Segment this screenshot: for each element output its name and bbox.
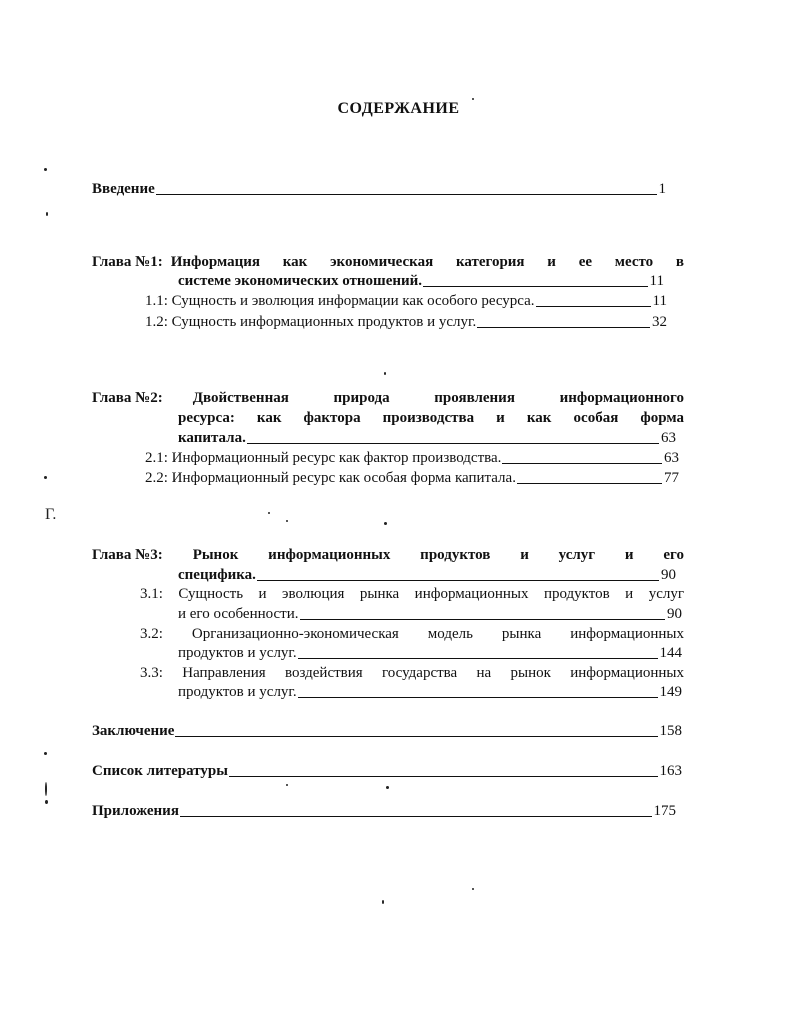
toc-label: 1.1: Сущность и эволюция информации как особого ресурса.	[145, 293, 535, 309]
toc-page-number: 90	[667, 606, 682, 622]
chapter-prefix: Глава №1:	[92, 254, 163, 270]
toc-entry-appendix	[92, 802, 676, 820]
leader-line	[517, 483, 662, 484]
toc-entry-3-2	[178, 644, 682, 662]
scan-speck	[44, 168, 47, 171]
scan-speck	[46, 212, 48, 216]
toc-entry-2-2	[145, 469, 679, 487]
toc-label: Список литературы	[92, 763, 228, 779]
toc-entry-intro	[92, 180, 666, 198]
chapter-title-line: Двойственная природа проявления информационного	[192, 390, 684, 406]
toc-page-number: 63	[664, 450, 679, 466]
chapter-prefix: Глава №2:	[92, 390, 163, 406]
scan-speck	[268, 512, 270, 514]
toc-entry-2-1	[145, 449, 679, 467]
leader-line	[180, 816, 652, 817]
toc-label: и его особенности.	[178, 606, 299, 622]
toc-label: продуктов и услуг.	[178, 684, 297, 700]
scan-speck	[45, 800, 48, 804]
toc-label: 3.3: Направления воздействия государства на рынок информационных	[140, 665, 684, 681]
chapter-title-line: капитала.	[178, 430, 246, 446]
chapter-prefix: Глава №3:	[92, 547, 163, 563]
scan-speck	[384, 372, 386, 375]
toc-label: Приложения	[92, 803, 179, 819]
toc-label: Заключение	[92, 723, 175, 739]
leader-line	[298, 697, 658, 698]
toc-label: 3.1: Сущность и эволюция рынка информационных продуктов и услуг	[140, 586, 684, 602]
leader-line	[477, 327, 650, 328]
scan-speck	[45, 782, 47, 796]
toc-chapter-3-heading	[92, 546, 684, 564]
page-title: СОДЕРЖАНИЕ	[337, 100, 460, 117]
toc-entry-1-1	[145, 292, 667, 310]
chapter-title-line: специфика.	[178, 567, 256, 583]
toc-entry-1-2	[145, 313, 667, 331]
toc-page-number: 158	[659, 723, 682, 739]
toc-label: продуктов и услуг.	[178, 645, 297, 661]
leader-line	[300, 619, 665, 620]
leader-line	[502, 463, 662, 464]
toc-page-number: 77	[664, 470, 679, 486]
toc-label: 3.2: Организационно-экономическая модель рынка информационных	[140, 626, 684, 642]
leader-line	[298, 658, 658, 659]
scan-speck	[286, 784, 288, 786]
toc-entry-references	[92, 762, 682, 780]
toc-entry-conclusion	[92, 722, 682, 740]
toc-label: 1.2: Сущность информационных продуктов и услуг.	[145, 314, 477, 330]
toc-page-number: 144	[659, 645, 682, 661]
leader-line	[247, 443, 659, 444]
leader-line	[257, 580, 659, 581]
leader-line	[175, 736, 657, 737]
chapter-title-line: Информация как экономическая категория и ее место в	[170, 254, 684, 270]
toc-page-number: 149	[659, 684, 682, 700]
toc-page-number: 90	[661, 567, 676, 583]
toc-chapter-2-heading	[92, 389, 684, 407]
scan-speck	[472, 888, 474, 890]
chapter-title-line: системе экономических отношений.	[178, 273, 423, 289]
leader-line	[156, 194, 657, 195]
scan-speck	[472, 98, 474, 100]
scan-speck	[382, 900, 384, 904]
toc-page-number: 11	[649, 273, 664, 289]
scan-speck	[44, 476, 47, 479]
toc-label: 2.1: Информационный ресурс как фактор производства.	[145, 450, 502, 466]
leader-line	[536, 306, 651, 307]
toc-entry-chapter-2	[178, 429, 676, 447]
scan-mark: Γ.	[45, 506, 57, 523]
toc-entry-3-1	[178, 605, 682, 623]
scan-speck	[384, 522, 387, 525]
toc-entry-3-3	[178, 683, 682, 701]
leader-line	[423, 286, 647, 287]
scan-speck	[286, 520, 288, 522]
scan-speck	[386, 786, 389, 789]
toc-page-number: 175	[653, 803, 676, 819]
toc-label: 2.2: Информационный ресурс как особая форма капитала.	[145, 470, 516, 486]
chapter-title-line: Рынок информационных продуктов и услуг и его	[192, 547, 684, 563]
toc-label: Введение	[92, 181, 155, 197]
toc-page-number: 163	[659, 763, 682, 779]
leader-line	[229, 776, 658, 777]
scan-speck	[44, 752, 47, 755]
toc-entry-chapter-1	[178, 272, 664, 290]
toc-page-number: 1	[658, 181, 666, 197]
chapter-title-line: ресурса: как фактора производства и как особая форма	[178, 410, 684, 426]
toc-chapter-1-heading	[92, 253, 684, 271]
toc-page-number: 11	[652, 293, 667, 309]
toc-entry-chapter-3	[178, 566, 676, 584]
toc-page-number: 63	[661, 430, 676, 446]
toc-page-number: 32	[652, 314, 667, 330]
